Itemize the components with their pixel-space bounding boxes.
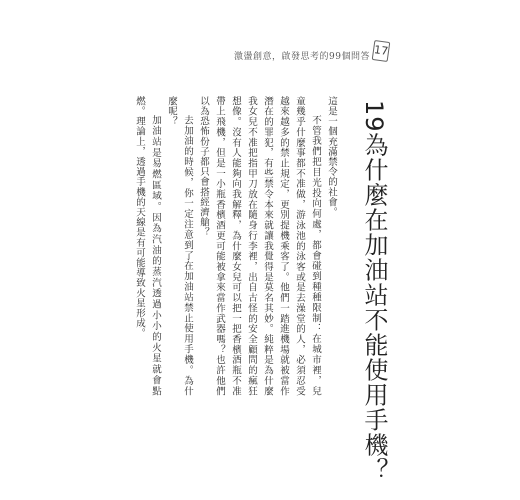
paragraph-intro: 這是一個充滿禁令的社會。: [326, 96, 337, 218]
running-header: 激盪創意，啟發思考的99個問答: [234, 52, 370, 62]
page-number: 17: [372, 40, 391, 62]
chapter-title: 19為什麼在加油站不能使用手機？: [360, 100, 388, 483]
paragraph-restrictions: 不管我們把目光投向何處，都會碰到種種限制：在城市裡，兒童幾乎什麼事都不准做，游泳池的泳客或是去澡堂的人，必須忍受越來越多的禁止規定，更別提機乘客了。他們一踏進機場就被當作潛在的罪犯，有些禁令本來就讓我覺得是莫名其妙。純粹是為什麼我女兒不准把指甲刀放在隨身行李裡，出自古怪的安全顧問的瘋狂想像。沒有人能夠向我解釋，為什麼女兒可以把一把香檳酒瓶不准帶上飛機，但是一小瓶香檳酒更可能被拿來當作武器嗎？也許他們以為恐怖份子都只會搭經濟艙？: [198, 96, 321, 396]
paragraph-answer: 加油站是易燃區域。因為汽油的蒸汽透過小小的火星就會點燃。理論上，透過手機的天線是有可能導致火星形成。: [134, 96, 161, 396]
paragraph-question: 去加油的時候，你一定注意到了在加油站禁止使用手機。為什麼呢？: [166, 96, 193, 396]
body-text: [39, 96, 339, 396]
